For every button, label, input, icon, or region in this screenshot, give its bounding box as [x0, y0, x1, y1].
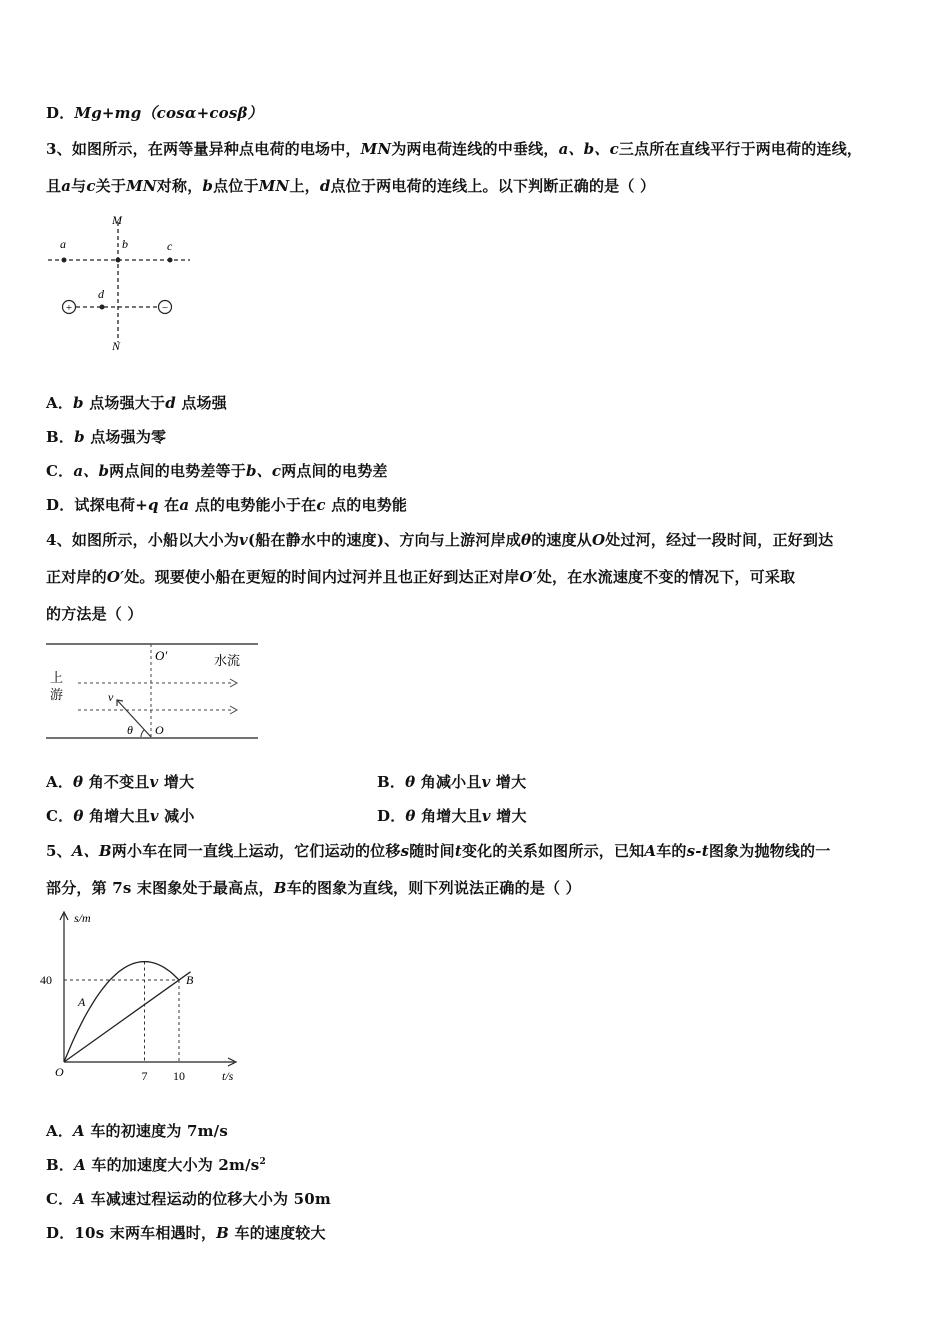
- q3-charge-diagram: [40, 208, 200, 358]
- minus-sign: −: [161, 302, 169, 314]
- q4-option-b: B．θ 角减小且v 增大: [377, 773, 527, 791]
- label-water-flow: 水流: [214, 653, 241, 668]
- label-upstream-2: 游: [50, 687, 64, 702]
- q5-option-d: D．10s 末两车相遇时，B 车的速度较大: [46, 1224, 326, 1242]
- q3-stem-line1: 3、如图所示，在两等量异种点电荷的电场中，MN为两电荷连线的中垂线，a、b、c三点所在直线平行于两电荷的连线，: [46, 140, 863, 158]
- q3-stem-line2: 且a与c关于MN对称，b点位于MN上，d点位于两电荷的连线上。以下判断正确的是（ ）: [46, 177, 656, 195]
- series-b-label: B: [186, 973, 194, 987]
- label-d: d: [98, 287, 104, 301]
- flow-arrow-1-icon: [230, 679, 237, 687]
- q4-river-diagram: [44, 638, 262, 744]
- label-n: N: [112, 339, 121, 353]
- q4-stem-line2: 正对岸的O′处。现要使小船在更短的时间内过河并且也正好到达正对岸O′处，在水流速度不变的情况下，可采取: [46, 568, 796, 586]
- label-upstream-1: 上: [50, 670, 64, 685]
- q4-stem-line3: 的方法是（ ）: [46, 605, 143, 623]
- q5-stem-line2: 部分，第 7s 末图象处于最高点，B车的图象为直线，则下列说法正确的是（ ）: [46, 879, 581, 897]
- label-theta: θ: [127, 723, 133, 737]
- series-a-label: A: [78, 995, 86, 1009]
- label-b: b: [122, 237, 128, 251]
- label-o: O: [155, 723, 164, 737]
- q5-stem-line1: 5、A、B两小车在同一直线上运动，它们运动的位移s随时间t变化的关系如图所示，已知A车的s-t图象为抛物线的一: [46, 842, 831, 860]
- plus-sign: +: [65, 302, 73, 314]
- origin-label: O: [55, 1065, 64, 1079]
- velocity-vector: [117, 700, 151, 737]
- q4-option-d: D．θ 角增大且v 增大: [377, 807, 527, 825]
- x-axis-label: t/s: [222, 1069, 234, 1083]
- label-v: v: [108, 690, 114, 704]
- point-a: [62, 258, 67, 263]
- flow-arrow-2-icon: [230, 706, 237, 714]
- theta-arc: [141, 730, 144, 737]
- y-tick-40: 40: [40, 973, 52, 987]
- q5-option-c: C．A 车减速过程运动的位移大小为 50m: [46, 1190, 331, 1208]
- x-tick-10: 10: [173, 1069, 185, 1083]
- label-m: M: [112, 213, 122, 227]
- y-axis-label: s/m: [74, 911, 91, 925]
- q3-option-d: D．试探电荷+q 在a 点的电势能小于在c 点的电势能: [46, 496, 408, 514]
- point-b: [116, 258, 121, 263]
- q4-stem-line1: 4、如图所示，小船以大小为v(船在静水中的速度)、方向与上游河岸成θ的速度从O处过河，经过一段时间，正好到达: [46, 531, 834, 549]
- q2-option-d: D．Mg+mg（cosα+cosβ）: [46, 104, 263, 122]
- point-c: [168, 258, 173, 263]
- series-b-line: [64, 972, 191, 1062]
- q4-option-c: C．θ 角增大且v 减小: [46, 807, 195, 825]
- point-d: [100, 305, 105, 310]
- series-a-curve: [64, 962, 179, 1062]
- q3-option-c: C．a、b两点间的电势差等于b、c两点间的电势差: [46, 462, 388, 480]
- label-c: c: [167, 239, 173, 253]
- q4-option-a: A．θ 角不变且v 增大: [46, 773, 195, 791]
- x-tick-7: 7: [141, 1069, 148, 1083]
- q3-option-a: A．b 点场强大于d 点场强: [46, 394, 227, 412]
- label-o-prime: O′: [155, 648, 168, 663]
- q5-option-a: A．A 车的初速度为 7m/s: [46, 1122, 228, 1140]
- q5-option-b: B．A 车的加速度大小为 $2m/s^2$: [46, 1156, 266, 1174]
- label-a: a: [60, 237, 66, 251]
- q3-option-b: B．b 点场强为零: [46, 428, 167, 446]
- q5-st-chart: [38, 908, 248, 1088]
